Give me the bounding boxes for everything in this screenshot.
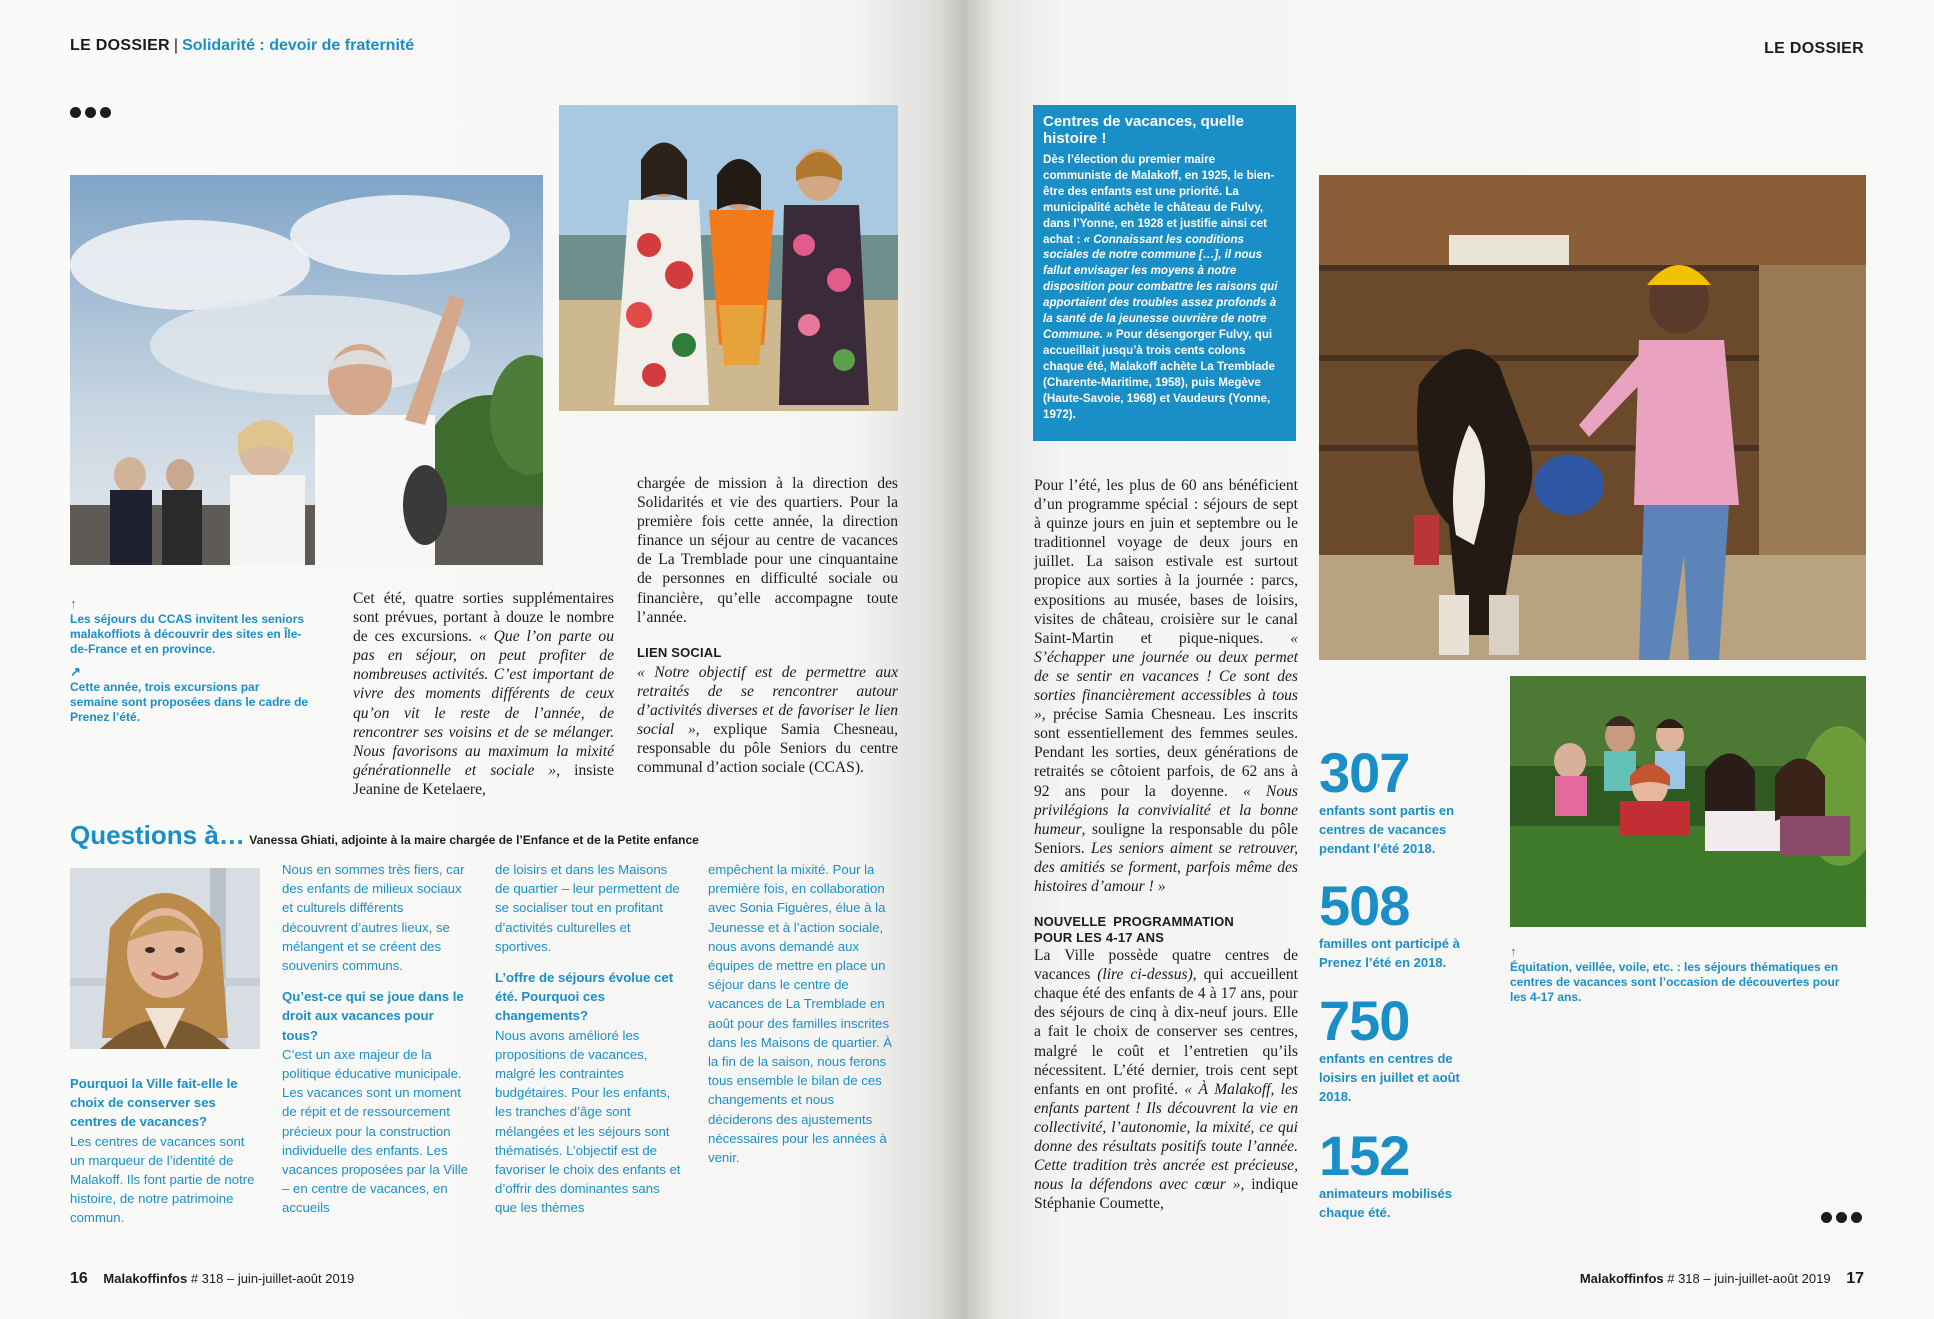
caption-block [70,597,310,725]
photo-horse-riding [1319,175,1866,660]
stat-label: animateurs mobilisés chaque été. [1319,1186,1452,1220]
photo-beach-women [559,105,898,411]
article-text: , précise Samia Chesneau. Les inscrits sont essentiellement des femmes seules. Pendant les sorties, deux générations de retraités se côtoient parfois, de 62 ans à 92 ans pour la doyenne. [1034,706,1298,800]
portrait-vanessa-ghiati [70,868,260,1049]
article-text: (lire ci-dessus) [1097,966,1193,984]
interview-subtitle: Vanessa Ghiati, adjointe à la maire chargée de l’Enfance et de la Petite enfance [249,833,699,847]
article-quote: « S’échapper une journée ou deux permet de se sentir en vacances ! Ce sont des sorties financièrement accessibles à tous » [1034,629,1298,724]
page-footer [70,1270,354,1288]
stat-block [1319,989,1489,1106]
interview-answer: Les centres de vacances sont un marqueur de l’identité de Malakoff. Ils font partie de notre histoire, de notre patrimoine commun. [70,1133,255,1226]
stat-label: enfants sont partis en centres de vacances pendant l’été 2018. [1319,803,1455,856]
history-box-title: Centres de vacances, quelle histoire ! [1043,113,1244,147]
header-separator: | [173,37,179,54]
article-column-1 [353,589,614,799]
stat-number: 508 [1319,874,1410,937]
section-label: LE DOSSIER [70,37,170,54]
article-text: , insiste Jeanine de Ketelaere, [353,761,614,798]
page-footer [1580,1270,1864,1288]
article-text: , qui accueillent chaque été des enfants de 4 à 17 ans, pour des séjours de cinq à dix-neuf jours. Elle a fait le choix de conserver ses centres, malgré le coût et l’entretien qu’ils nécessitent. L’été dernier, trois cent sept enfants en ont profité. [1034,966,1298,1098]
article-column-2 [637,474,898,777]
article-text: , souligne la responsable du pôle Seniors. [1034,820,1298,857]
stat-number: 750 [1319,989,1410,1052]
interview-column-4 [708,860,898,1179]
issue-info: # 318 – juin-juillet-août 2019 [187,1271,355,1286]
article-quote: « Notre objectif est de permettre aux retraités de se rencontrer autour d’activités diverses et de favoriser le lien social » [637,663,898,739]
article-quote: « Que l’on parte ou pas en séjour, on peut profiter de nombreuses activités. C’est important de vivre des moments différents de ceux qu’on vit le reste de l’année, de rencontrer ses voisins et de se mélanger. Nous favorisons au maximum la mixité générationnelle et sociale » [353,628,614,779]
issue-info: # 318 – juin-juillet-août 2019 [1663,1271,1831,1286]
page-number: 16 [70,1270,88,1287]
interview-heading [70,820,930,851]
interview-answer: Nous en sommes très fiers, car des enfants de milieux sociaux et culturels différents découvrent d’autres lieux, se mélangent et se créent des souvenirs communs. [282,862,465,974]
article-text: , indique Stéphanie Coumette, [1034,1176,1298,1213]
page-17 [967,0,1934,1319]
article-quote: « Nous privilégions la convivialité et la bonne humeur [1034,782,1298,838]
three-dots-icon [1821,1212,1862,1223]
article-text: Cet été, quatre sorties supplémentaires sont prévues, portant à douze le nombre de ces excursions. [353,590,614,646]
page-header [70,37,414,55]
interview-question: Qu’est-ce qui se joue dans le droit aux vacances pour tous? [282,989,464,1043]
article-quote: « À Malakoff, les enfants partent ! Ils découvrent la vie en collectivité, l’autonomie, la mixité, ce qui donne des résultats positifs toute l’année. Cette tradition très ancrée est précieuse, nous la défendons avec cœur » [1034,1080,1298,1194]
arrow-up-right-icon: ↗ [70,664,81,679]
history-text: Dès l’élection du premier maire communiste de Malakoff, en 1925, le bien-être des enfants est une priorité. La municipalité achète le château de Fulvy, dans l’Yonne, en 1928 et justifie ainsi cet achat : [1043,153,1275,246]
interview-answer: C’est un axe majeur de la politique éducative municipale. Les vacances sont un moment de répit et de ressourcement précieux pour la construction individuelle des enfants. Les vacances proposées par la Ville – en centre de vacances, en accueils [282,1046,468,1216]
interview-question: L’offre de séjours évolue cet été. Pourquoi ces changements? [495,970,674,1024]
article-text: Pour l’été, les plus de 60 ans bénéficient d’un programme spécial : séjours de sept à quinze jours en juin et septembre ou le traditionnel voyage de deux jours en juillet. La saison estivale est surtout propice aux sorties à la journée : parcs, expositions au musée, bases de loisirs, visites de château, croisière sur le canal Saint-Martin et pique-niques. [1034,477,1298,647]
section-label: LE DOSSIER [1764,40,1864,57]
interview-answer: empêchent la mixité. Pour la première fois, en collaboration avec Sonia Figuères, élue à la Jeunesse et à l’action sociale, nous avons demandé aux équipes de mettre en place un séjour dans le centre de vacances de La Tremblade en août pour des familles inscrites dans les Maisons de quartier. À la fin de la saison, nous ferons tous ensemble le bilan de ces changements et nous déciderons des ajustements nécessaires pour les années à venir. [708,862,892,1166]
stat-number: 307 [1319,741,1410,804]
stat-block [1319,1124,1489,1222]
interview-question: Pourquoi la Ville fait-elle le choix de conserver ses centres de vacances? [70,1076,238,1130]
dossier-subtitle: Solidarité : devoir de fraternité [182,37,415,54]
stat-number: 152 [1319,1124,1410,1187]
caption-themes: Équitation, veillée, voile, etc. : les séjours thématiques en centres de vacances sont l’occasion de découvertes pour les 4-17 ans. [1510,960,1840,1004]
interview-column-1 [70,1074,260,1240]
arrow-up-icon: ↑ [1510,944,1517,959]
section-heading: LIEN SOCIAL [637,644,722,660]
stat-label: enfants en centres de loisirs en juillet et août 2018. [1319,1051,1460,1104]
interview-title: Questions à… [70,820,245,850]
arrow-up-icon: ↑ [70,596,77,611]
caption-block [1510,945,1840,1005]
history-box [1033,105,1296,441]
caption-seniors: Les séjours du CCAS invitent les seniors malakoffiots à découvrir des sites en Île-de-France et en province. [70,612,305,656]
interview-column-3 [495,860,685,1230]
three-dots-icon [70,107,111,118]
photo-children-grass [1510,676,1866,927]
article-text: , explique Samia Chesneau, responsable du pôle Seniors du centre communal d’action sociale (CCAS). [637,721,898,777]
stat-label: familles ont participé à Prenez l’été en 2018. [1319,936,1460,970]
stat-block [1319,874,1489,972]
interview-answer: de loisirs et dans les Maisons de quartier – leur permettent de se socialiser tout en profitant d’activités culturelles et sportives. [495,862,680,954]
article-column-right [1034,476,1298,1213]
history-text: Pour désengorger Fulvy, qui accueillait jusqu’à trois cents colons chaque été, Malakoff achète La Tremblade (Charente-Maritime, 1958), puis Megève (Haute-Savoie, 1968) et Vaudeurs (Yonne, 1972). [1043,327,1275,421]
article-quote: Les seniors aiment se retrouver, des amitiés se forment, parfois même des histoires d’amour ! » [1034,839,1298,895]
article-text: chargée de mission à la direction des Solidarités et vie des quartiers. Pour la première fois cette année, la direction finance un séjour au centre de vacances de La Tremblade pour une cinquantaine de personnes en difficulté sociale ou financière, qu’elle accompagne toute l’année. [637,475,898,626]
section-heading: NOUVELLE PROGRAMMATION POUR LES 4-17 ANS [1034,914,1234,946]
page-number: 17 [1846,1270,1864,1287]
stat-block [1319,741,1489,858]
article-text: La Ville possède quatre centres de vacances [1034,947,1298,984]
interview-column-2 [282,860,472,1230]
magazine-name: Malakoffinfos [1579,1271,1664,1286]
caption-excursions: Cette année, trois excursions par semaine sont proposées dans le cadre de Prenez l’été. [70,680,309,724]
interview-answer: Nous avons amélioré les propositions de vacances, malgré les contraintes budgétaires. Pour les enfants, les tranches d’âge sont mélangées et les séjours sont thématisés. L’objectif est de favoriser le choix des enfants et d’offrir des dominantes sans que les thèmes [495,1027,681,1216]
history-quote: « Connaissant les conditions sociales de notre commune […], il nous fallut envisager les moyens à notre disposition pour combattre les raisons qui apportaient des troubles assez profonds à la santé de la jeunesse ouvrière de notre Commune. » [1043,232,1278,341]
photo-seniors-excursion [70,175,543,565]
magazine-name: Malakoffinfos [103,1271,188,1286]
